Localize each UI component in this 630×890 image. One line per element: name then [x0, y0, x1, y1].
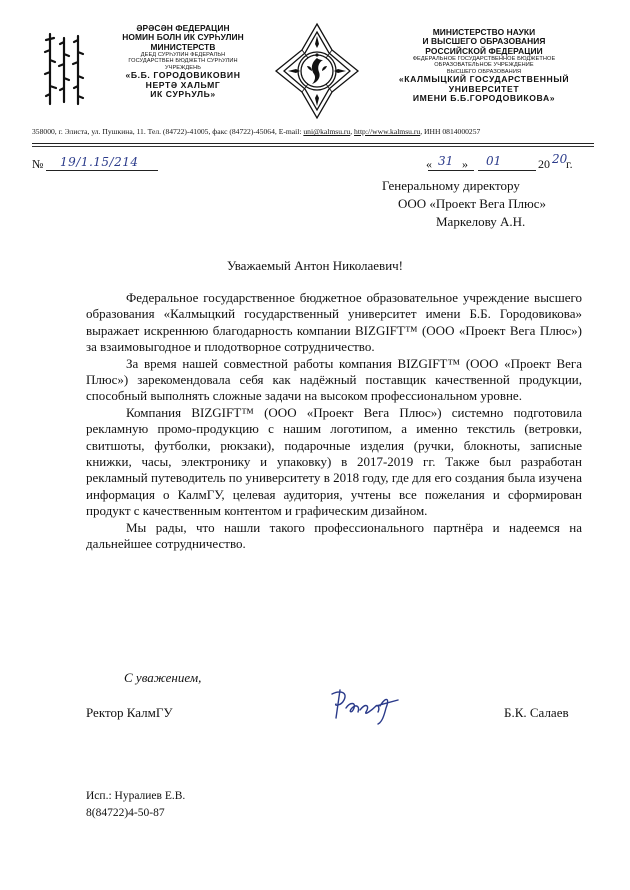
date-quote-open: «: [426, 157, 432, 171]
body-paragraph-2: За время нашей совместной работы компания BIZGIFT™ (ООО «Проект Вега Плюс») зарекомендовала себя как надёжный поставщик качественной продукции, способный выполнять сложные задачи на высоком профессиональном уровне.: [86, 355, 582, 404]
addressee-block: [382, 177, 582, 231]
header-left-line7: «Б.Б. ГОРОДОВИКОВИН: [125, 69, 241, 80]
registration-number: 19/1.15/214: [60, 155, 139, 169]
contacts-separator: ,: [350, 127, 355, 136]
header-right-line1: МИНИСТЕРСТВО НАУКИ: [432, 27, 536, 37]
number-label: №: [32, 157, 44, 171]
contacts-address: 358000, г. Элиста, ул. Пушкина, 11. Тел. (84722)-41005, факс (84722)-45064, E-mail:: [32, 127, 304, 136]
header-right-line7: «КАЛМЫЦКИЙ ГОСУДАРСТВЕННЫЙ: [398, 73, 570, 84]
header-divider-thin: [32, 146, 594, 147]
header-divider-thick: [32, 143, 594, 144]
header-right-line2: И ВЫСШЕГО ОБРАЗОВАНИЯ: [422, 36, 546, 47]
header-left-line4: ДЕЕД СУРҺУЛИН ФЕДЕРАЛЬН: [140, 52, 226, 59]
email-link[interactable]: uni@kalmsu.ru: [303, 127, 351, 136]
header-right-line3: РОССИЙСКОЙ ФЕДЕРАЦИИ: [425, 45, 543, 56]
addressee-company: ООО «Проект Вега Плюс»: [398, 196, 546, 211]
signatory-name: Б.К. Салаев: [504, 705, 569, 720]
header-left-line8: НЕРТӘ ХАЛЬМГ: [145, 79, 221, 90]
header-right-line6: ВЫСШЕГО ОБРАЗОВАНИЯ: [446, 68, 522, 75]
header-left-line3: МИНИСТЕРСТВ: [150, 41, 216, 52]
header-left-line6: УЧРЕЖДЕНЬ: [164, 64, 202, 71]
addressee-name: Маркелову А.Н.: [436, 214, 526, 229]
contacts-line: [32, 127, 612, 136]
header-left-line9: ИК СУРҺУЛЬ»: [150, 89, 216, 100]
date-day-underline: [428, 170, 474, 171]
letter-body: [86, 290, 582, 553]
header-left-line2: НОМИН БОЛН ИК СУРҺУЛИН: [122, 32, 244, 43]
header-right-line4: ФЕДЕРАЛЬНОЕ ГОСУДАРСТВЕННОЕ БЮДЖЕТНОЕ: [412, 56, 556, 63]
date-year-prefix: 20: [538, 157, 550, 171]
date-month: 01: [486, 154, 502, 168]
date-year-handwritten: 20: [552, 152, 568, 166]
header-right-line5: ОБРАЗОВАТЕЛЬНОЕ УЧРЕЖДЕНИЕ: [434, 62, 534, 69]
addressee-position: Генеральному директору: [382, 178, 520, 193]
executor-name: Исп.: Нуралиев Е.В.: [86, 790, 186, 802]
contacts-inn: , ИНН 0814000257: [420, 127, 481, 136]
header-left-block: [88, 24, 278, 100]
header-left-line5: ГОСУДАРСТВЕН БЮДЖЕТН СУРҺУЛИН: [128, 58, 238, 65]
body-paragraph-1: Федеральное государственное бюджетное образовательное учреждение высшего образования «Калмыцкий государственный университет имени Б.Б. Городовикова» выражает искреннюю благодарность компании BIZGIFT™ (ООО «Проект Вега Плюс») за взаимовыгодное и плодотворное сотрудничество.: [86, 290, 582, 355]
date-quote-close: »: [462, 157, 468, 171]
header-right-block: [376, 28, 592, 104]
signatory-position: Ректор КалмГУ: [86, 705, 173, 720]
salutation: Уважаемый Антон Николаевич!: [226, 258, 404, 273]
body-paragraph-4: Мы рады, что нашли такого профессионального партнёра и надеемся на дальнейшее сотрудничество.: [86, 519, 582, 552]
number-underline: [46, 170, 158, 171]
executor-phone: 8(84722)4-50-87: [86, 807, 165, 819]
date-month-underline: [478, 170, 536, 171]
handwritten-signature: [326, 684, 406, 728]
website-link[interactable]: http://www.kalmsu.ru: [354, 127, 421, 136]
body-paragraph-3: Компания BIZGIFT™ (ООО «Проект Вега Плюс») системно подготовила рекламную промо-продукцию с нашим логотипом, а именно текстиль (ветровки, свитшоты, футболки, рюкзаки), подарочные изделия (ручки, блокноты, записные книжки, часы, электронику и упаковку) в 2017-2019 гг. Также был разработан рекламный путеводитель по университету в 2018 году, где для его создания была изучена информация о КалмГУ, целевая аудитория, учтены все пожелания и сформирован продукт с качественным контентом и графическим дизайном.: [86, 404, 582, 519]
header-right-line8: УНИВЕРСИТЕТ: [448, 83, 520, 94]
mongolian-script-title: [38, 30, 88, 108]
date-day: 31: [438, 154, 454, 168]
header-right-line9: ИМЕНИ Б.Б.ГОРОДОВИКОВА»: [412, 93, 556, 104]
university-emblem-logo: [274, 22, 360, 120]
regards: С уважением,: [124, 670, 202, 685]
header-left-line1: ӘРӘСӘН ФЕДЕРАЦИН: [136, 23, 230, 33]
executor-block: [86, 788, 185, 822]
date-suffix: г.: [566, 157, 573, 171]
